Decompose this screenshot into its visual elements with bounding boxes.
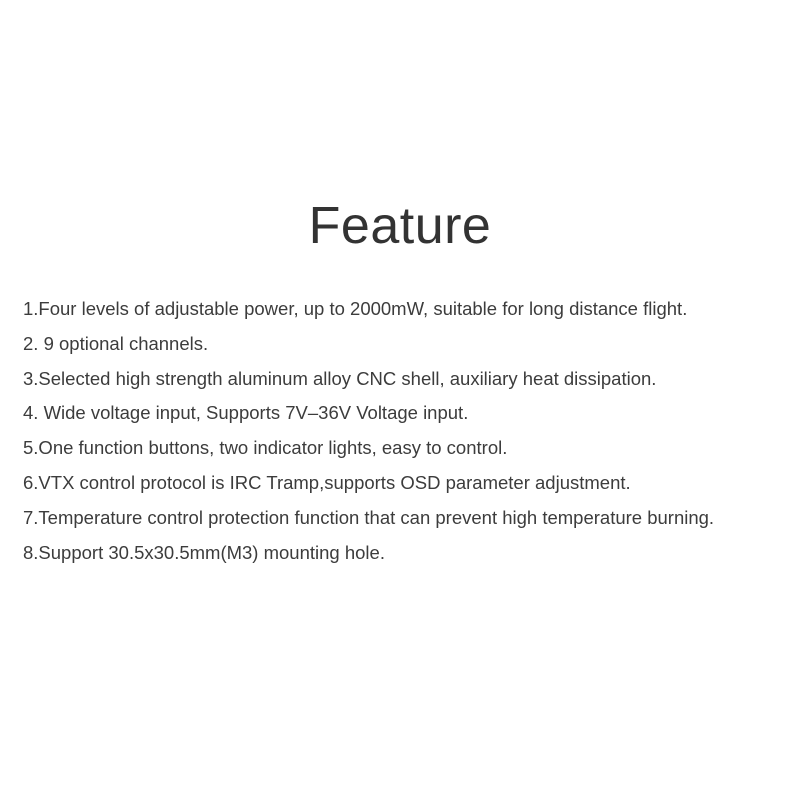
feature-item-7: 7.Temperature control protection function that can prevent high temperature burning. — [23, 506, 715, 528]
feature-item-6: 6.VTX control protocol is IRC Tramp,supports OSD parameter adjustment. — [23, 471, 631, 493]
feature-list — [23, 292, 763, 570]
feature-item-1: 1.Four levels of adjustable power, up to 2000mW, suitable for long distance flight. — [23, 298, 688, 319]
feature-item-3: 3.Selected high strength aluminum alloy CNC shell, auxiliary heat dissipation. — [23, 367, 657, 389]
feature-item-4: 4. Wide voltage input, Supports 7V–36V Voltage input. — [23, 402, 469, 424]
feature-item-5: 5.One function buttons, two indicator lights, easy to control. — [23, 437, 508, 459]
feature-item-2: 2. 9 optional channels. — [23, 332, 209, 354]
feature-item-8: 8.Support 30.5x30.5mm(M3) mounting hole. — [23, 541, 385, 563]
page-title: Feature — [308, 197, 492, 255]
